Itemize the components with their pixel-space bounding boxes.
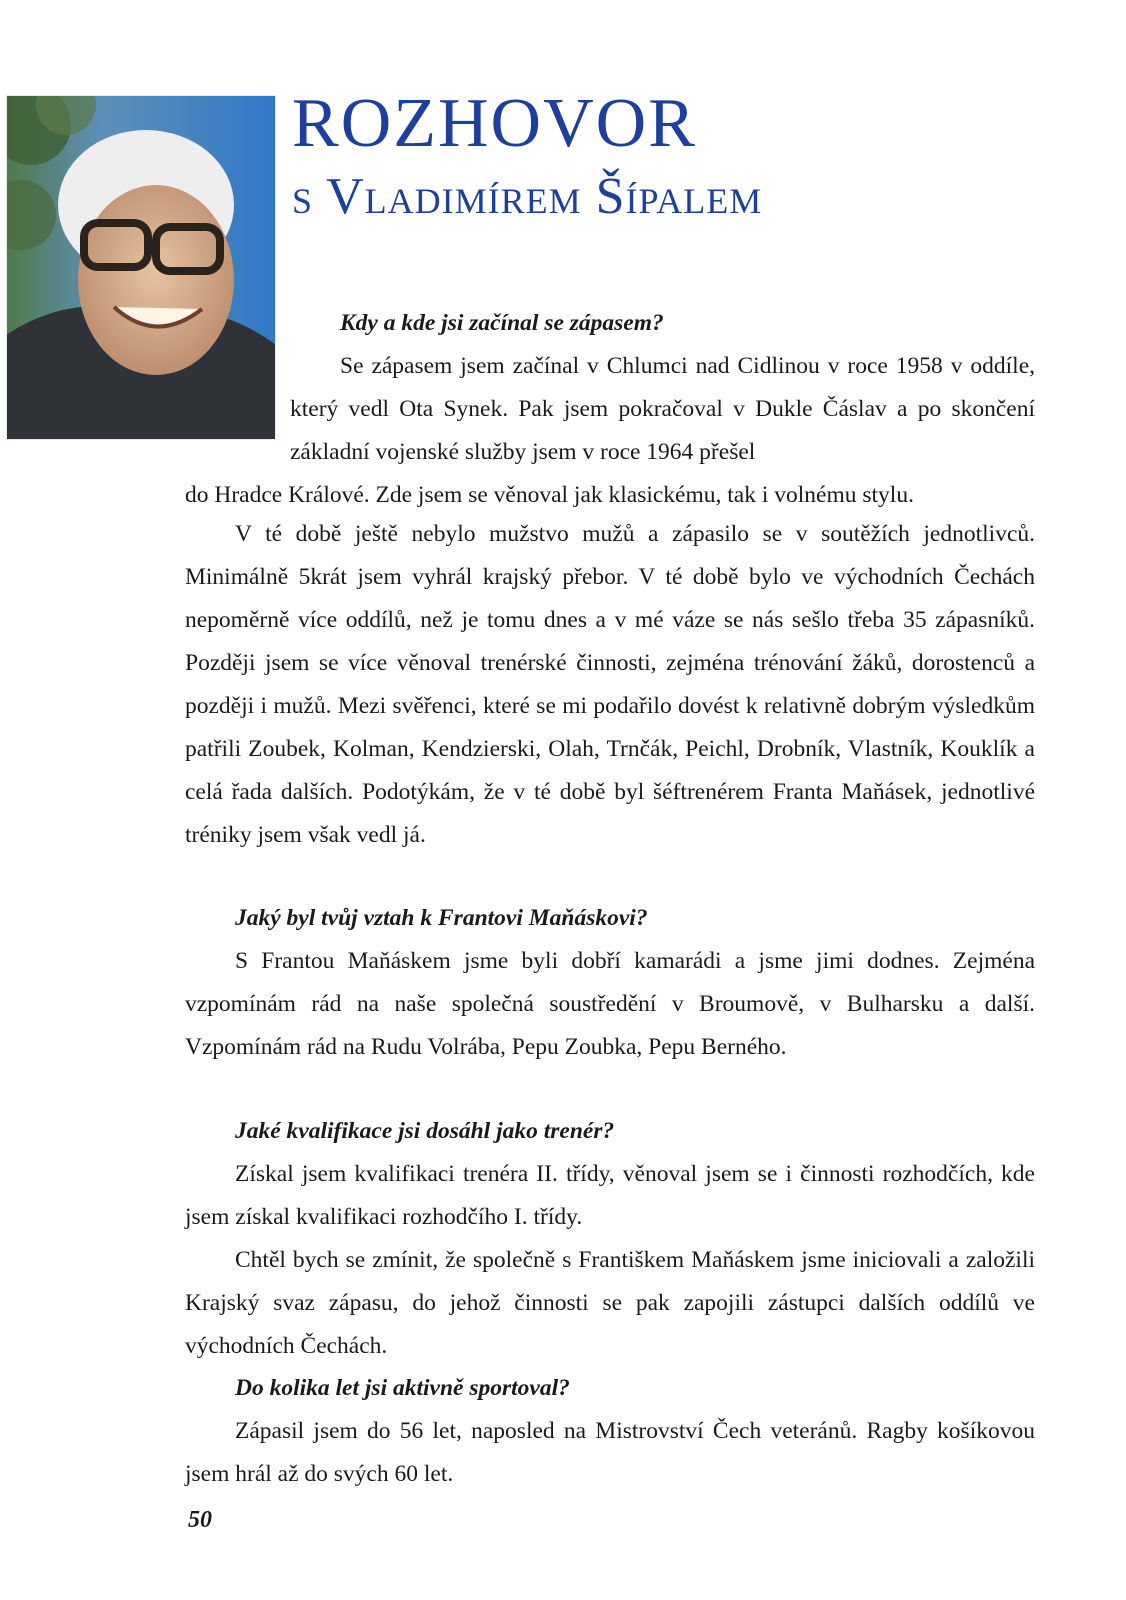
question-1: Kdy a kde jsi začínal se zápasem? — [340, 310, 664, 336]
question-3: Jaké kvalifikace jsi dosáhl jako trenér? — [235, 1118, 615, 1144]
portrait-photo — [6, 95, 276, 440]
answer-1-paragraph-2: V té době ještě nebylo mužstvo mužů a zápasilo se v soutěžích jednotlivců. Minimálně 5krát jsem vyhrál krajský přebor. V té době bylo ve východních Čechách nepoměrně více oddílů, než je tomu dnes a v mé váze se nás sešlo třeba 35 zápasníků. Později jsem se více věnoval trenérské činnosti, zejména trénování žáků, dorostenců a později i mužů. Mezi svěřenci, které se mi podařilo dovést k relativně dobrým výsledkům patřili Zoubek, Kolman, Kendzierski, Olah, Trnčák, Peichl, Drobník, Vlastník, Kouklík a celá řada dalších. Podotýkám, že v té době byl šéftrenérem Franta Maňásek, jednotlivé tréniky jsem však vedl já. — [185, 521, 1035, 848]
portrait-photo-icon — [6, 95, 276, 440]
title-line-1: ROZHOVOR — [292, 85, 697, 162]
answer-3-paragraph-2: Chtěl bych se zmínit, že společně s Františkem Maňáskem jsme iniciovali a založili Krajský svaz zápasu, do jehož činnosti se pak zapojili zástupci dalších oddílů ve východních Čechách. — [185, 1247, 1035, 1359]
answer-4: Zápasil jsem do 56 let, naposled na Mistrovství Čech veteránů. Ragby košíkovou jsem hrál až do svých 60 let. — [185, 1418, 1035, 1487]
title-line-2: s Vladimírem Šípalem — [292, 168, 763, 225]
answer-1-paragraph-1-continuation: do Hradce Králové. Zde jsem se věnoval jak klasickému, tak i volnému stylu. — [185, 482, 914, 508]
page-number: 50 — [188, 1507, 212, 1533]
answer-2: S Frantou Maňáskem jsme byli dobří kamarádi a jsme jimi dodnes. Zejména vzpomínám rád na naše společná soustředění v Broumově, v Bulharsku a další. Vzpomínám rád na Rudu Volrába, Pepu Zoubka, Pepu Berného. — [185, 948, 1035, 1060]
question-2: Jaký byl tvůj vztah k Frantovi Maňáskovi? — [235, 905, 648, 931]
answer-3-paragraph-1: Získal jsem kvalifikaci trenéra II. třídy, věnoval jsem se i činnosti rozhodčích, kde jsem získal kvalifikaci rozhodčího I. třídy. — [185, 1161, 1035, 1230]
answer-1-paragraph-1: Se zápasem jsem začínal v Chlumci nad Cidlinou v roce 1958 v oddíle, který vedl Ota Synek. Pak jsem pokračoval v Dukle Čáslav a po skončení základní vojenské služby jsem v roce 1964 přešel — [290, 353, 1035, 465]
page-title — [292, 82, 762, 228]
question-4: Do kolika let jsi aktivně sportoval? — [235, 1375, 570, 1401]
